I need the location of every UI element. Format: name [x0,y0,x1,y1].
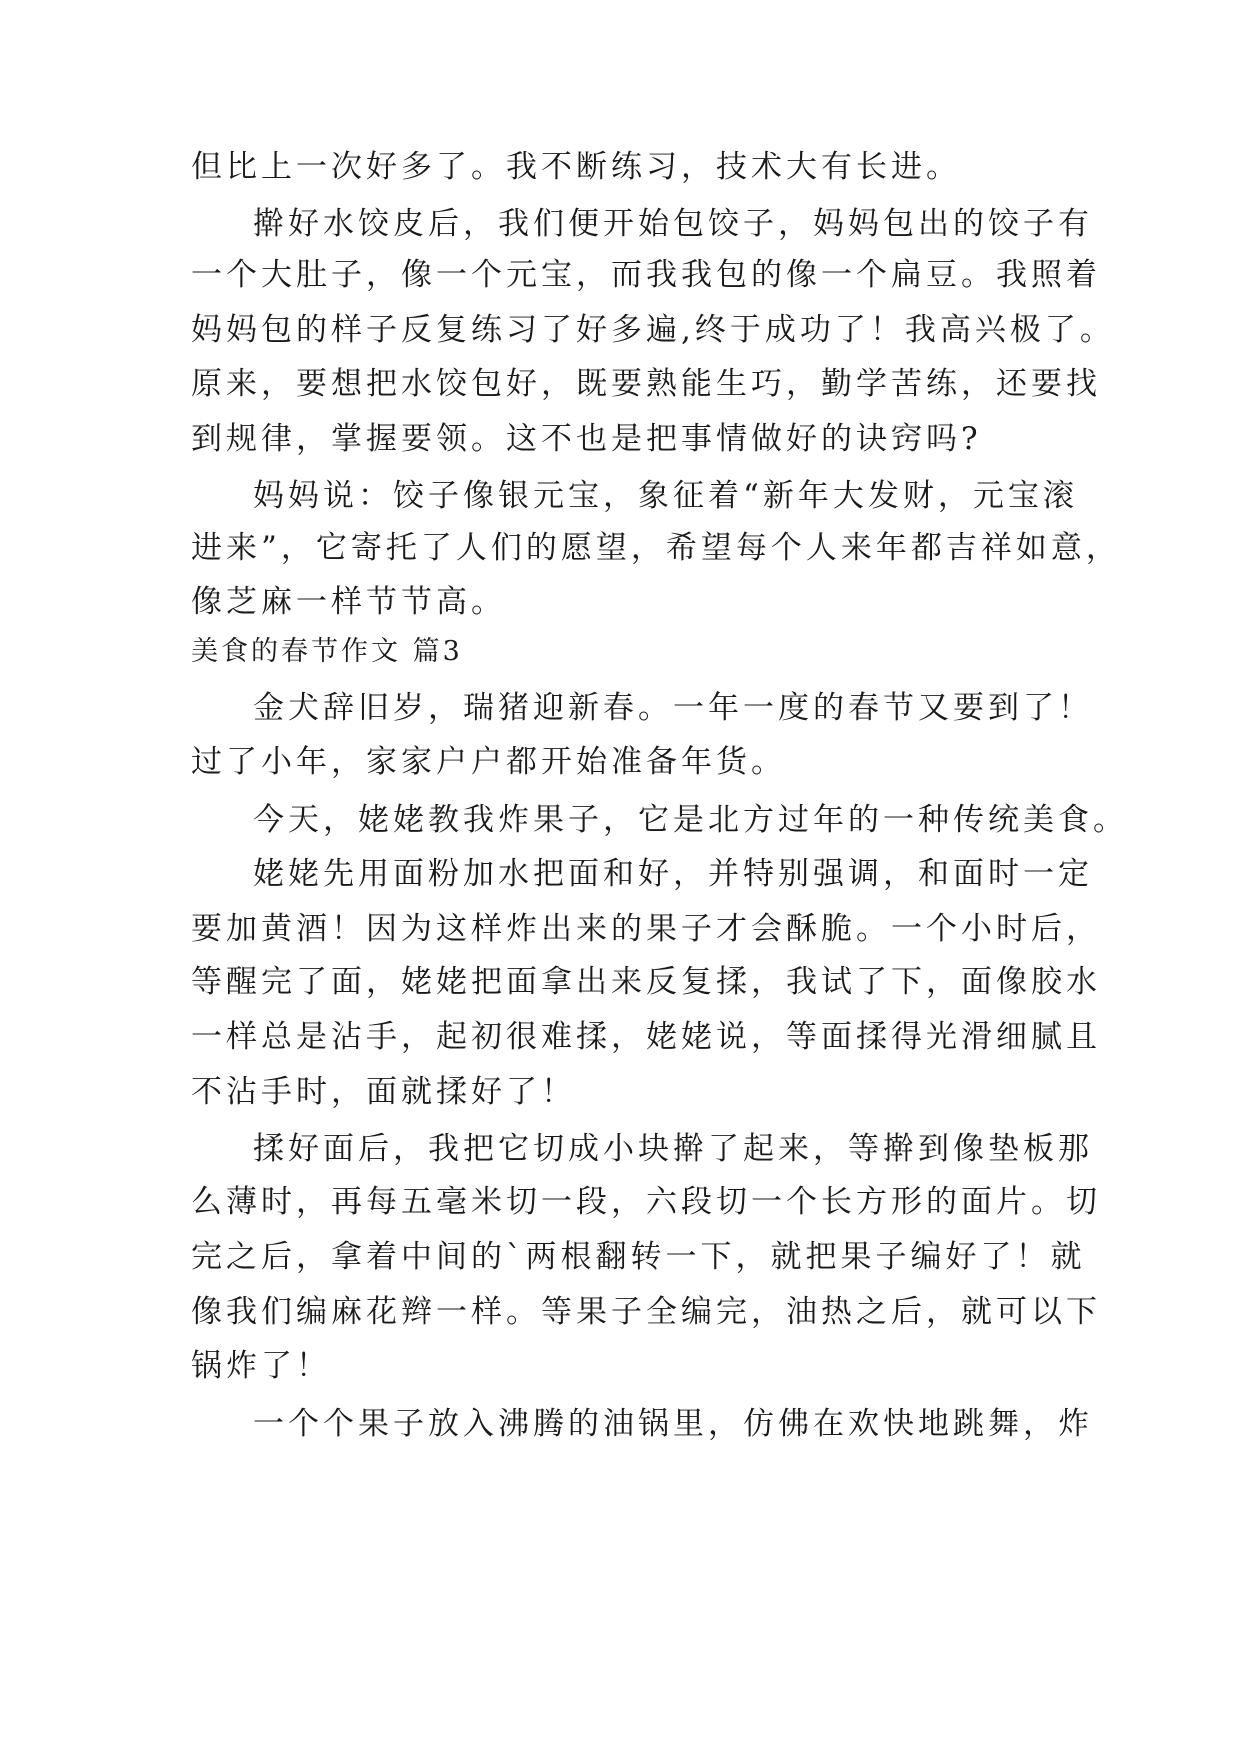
paragraph-start-line: 姥姥先用面粉加水把面和好，并特别强调，和面时一定 [253,856,1093,892]
paragraph-start-line: 今天，姥姥教我炸果子，它是北方过年的一种传统美食。 [253,802,1128,838]
text-line: 么薄时，再每五毫米切一段，六段切一个长方形的面片。切 [191,1184,1101,1220]
text-line: 原来，要想把水饺包好，既要熟能生巧，勤学苦练，还要找 [191,366,1101,402]
text-line: 妈妈包的样子反复练习了好多遍,终于成功了！我高兴极了。 [191,312,1115,348]
paragraph-start-line: 妈妈说：饺子像银元宝，象征着“新年大发财，元宝滚 [253,478,1078,514]
text-line: 一样总是沾手，起初很难揉，姥姥说，等面揉得光滑细腻且 [191,1019,1101,1055]
text-line: 锅炸了！ [191,1348,331,1384]
section-heading: 美食的春节作文 篇3 [191,636,463,667]
paragraph-start-line: 一个个果子放入沸腾的油锅里，仿佛在欢快地跳舞，炸 [253,1406,1093,1442]
text-line: 不沾手时，面就揉好了！ [191,1074,576,1110]
paragraph-start-line: 金犬辞旧岁，瑞猪迎新春。一年一度的春节又要到了！ [253,690,1093,726]
text-line: 等醒完了面，姥姥把面拿出来反复揉，我试了下，面像胶水 [191,964,1101,1000]
text-line: 到规律，掌握要领。这不也是把事情做好的诀窍吗? [191,421,982,457]
text-line: 一个大肚子，像一个元宝，而我我包的像一个扁豆。我照着 [191,257,1101,293]
text-line: 像我们编麻花辫一样。等果子全编完，油热之后，就可以下 [191,1294,1101,1330]
paragraph-start-line: 擀好水饺皮后，我们便开始包饺子，妈妈包出的饺子有 [253,206,1093,242]
paragraph-start-line: 揉好面后，我把它切成小块擀了起来，等擀到像垫板那 [253,1131,1093,1167]
text-line: 像芝麻一样节节高。 [191,584,506,620]
text-line: 进来”，它寄托了人们的愿望，希望每个人来年都吉祥如意， [191,530,1121,566]
text-line: 完之后，拿着中间的`两根翻转一下，就把果子编好了！就 [191,1239,1086,1275]
text-line: 过了小年，家家户户都开始准备年货。 [191,744,786,780]
text-line: 要加黄酒！因为这样炸出来的果子才会酥脆。一个小时后， [191,911,1101,947]
text-line: 但比上一次好多了。我不断练习，技术大有长进。 [191,149,961,185]
